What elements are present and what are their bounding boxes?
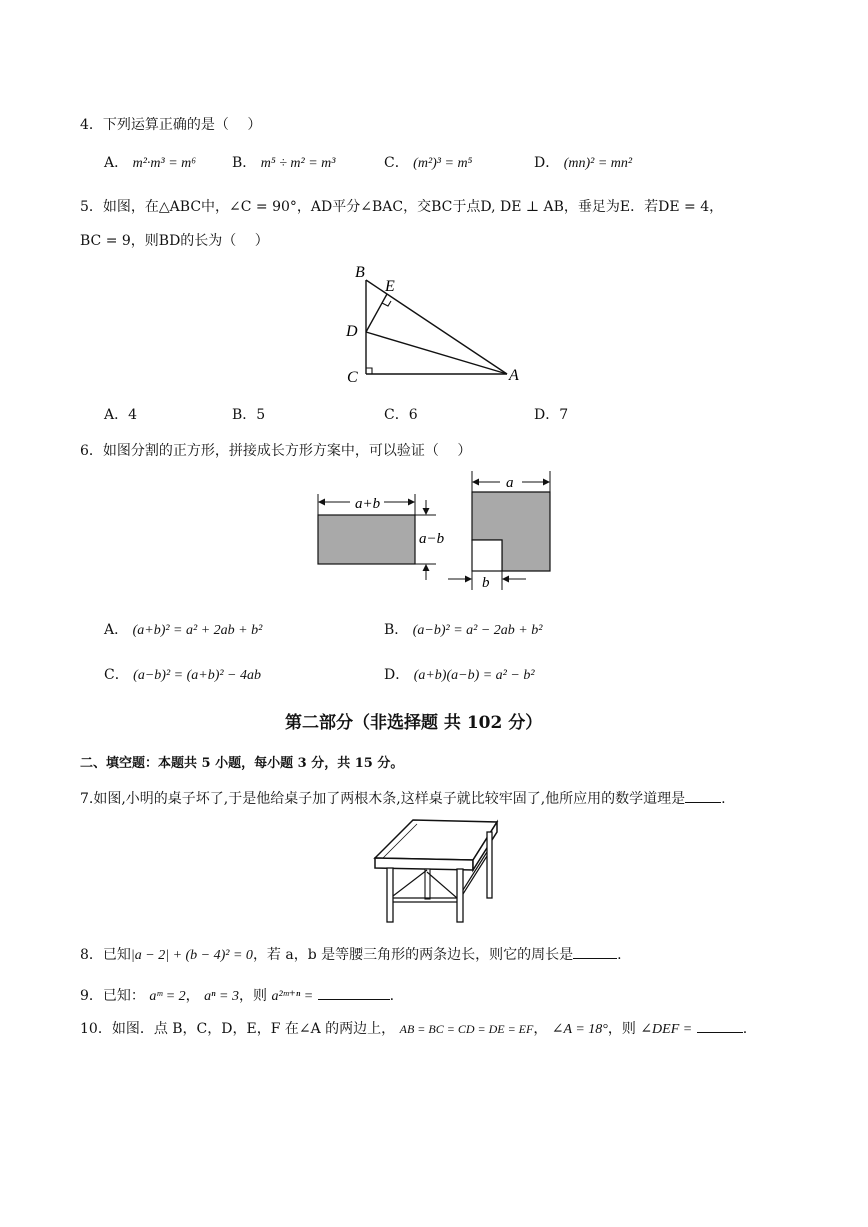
q5-label-b: B [355,264,365,281]
q5-stem-line1: 5．如图，在△ABC中，∠C = 90°，AD平分∠BAC，交BC于点D, DE ⊥ AB，垂足为E．若DE = 4， [80,199,724,215]
q7-table-figure [365,812,505,926]
q5-triangle-figure [335,258,535,388]
q6-square-figure [310,468,560,593]
q9-answer-blank[interactable] [318,985,390,1000]
q9-expr-am: aᵐ = 2 [149,989,186,1004]
q6-label-b: b [482,575,490,591]
q6-option-a: A． (a+b)² = a² + 2ab + b² [104,622,263,638]
q4-stem: 4．下列运算正确的是（ ） [80,117,262,133]
q4-option-c-expr: (m²)³ = m⁵ [413,156,473,171]
q9-expr-an: aⁿ = 3 [204,989,239,1004]
q6-option-c: C． (a−b)² = (a+b)² − 4ab [104,667,262,683]
part2-title: 第二部分（非选择题 共 102 分） [285,713,543,733]
fill-in-section-header: 二、填空题：本题共 5 小题，每小题 3 分，共 15 分。 [80,756,404,771]
q5-option-a: A．4 [104,407,138,423]
q4-option-b: B． m⁵ ÷ m² = m³ [232,155,336,171]
q8-stem: 8．已知|a − 2| + (b − 4)² = 0，若 a，b 是等腰三角形的两条边长，则它的周长是 . [80,944,622,964]
q6-label-a-minus-b: a−b [419,531,445,547]
q6-option-d: D． (a+b)(a−b) = a² − b² [384,667,535,683]
q4-option-a: A． m²·m³ = m⁶ [104,155,197,171]
q10-answer-blank[interactable] [697,1018,743,1033]
q8-answer-blank[interactable] [573,944,617,959]
q6-label-a-plus-b: a+b [355,496,381,512]
q7-stem: 7.如图,小明的桌子坏了,于是他给桌子加了两根木条,这样桌子就比较牢固了,他所应用的数学道理是 . [80,788,726,808]
q4-option-d-expr: (mn)² = mn² [563,156,633,171]
q5-label-e: E [385,278,395,295]
q5-option-c: C．6 [384,407,418,423]
q5-label-c: C [347,369,358,386]
q10-expr-angle-a: ∠A = 18° [551,1022,608,1037]
q5-label-a: A [509,367,519,384]
q6-label-a: a [506,475,514,491]
q10-expr-equal-segments: AB = BC = CD = DE = EF [399,1022,534,1036]
q5-option-b: B．5 [232,407,266,423]
q10-stem: 10．如图．点 B，C，D，E，F 在∠A 的两边上， AB = BC = CD = DE = EF， ∠A = 18°，则 ∠DEF = . [80,1018,747,1038]
q5-option-d: D．7 [534,407,569,423]
q8-condition-expr: |a − 2| + (b − 4)² = 0 [130,948,253,963]
q6-option-b: B． (a−b)² = a² − 2ab + b² [384,622,543,638]
q9-stem: 9．已知： aᵐ = 2， aⁿ = 3，则 a²ᵐ⁺ⁿ = . [80,985,394,1005]
q4-option-a-expr: m²·m³ = m⁶ [132,156,197,171]
q4-option-d: D． (mn)² = mn² [534,155,633,171]
q7-answer-blank[interactable] [685,788,721,803]
q9-expr-target: a²ᵐ⁺ⁿ = [271,989,314,1004]
q10-expr-target: ∠DEF = [640,1022,693,1037]
q5-stem-line2: BC = 9，则BD的长为（ ） [80,233,269,249]
q4-option-b-expr: m⁵ ÷ m² = m³ [260,156,336,171]
q4-option-c: C． (m²)³ = m⁵ [384,155,473,171]
q6-stem: 6．如图分割的正方形，拼接成长方形方案中，可以验证（ ） [80,443,472,459]
q5-label-d: D [346,323,358,340]
